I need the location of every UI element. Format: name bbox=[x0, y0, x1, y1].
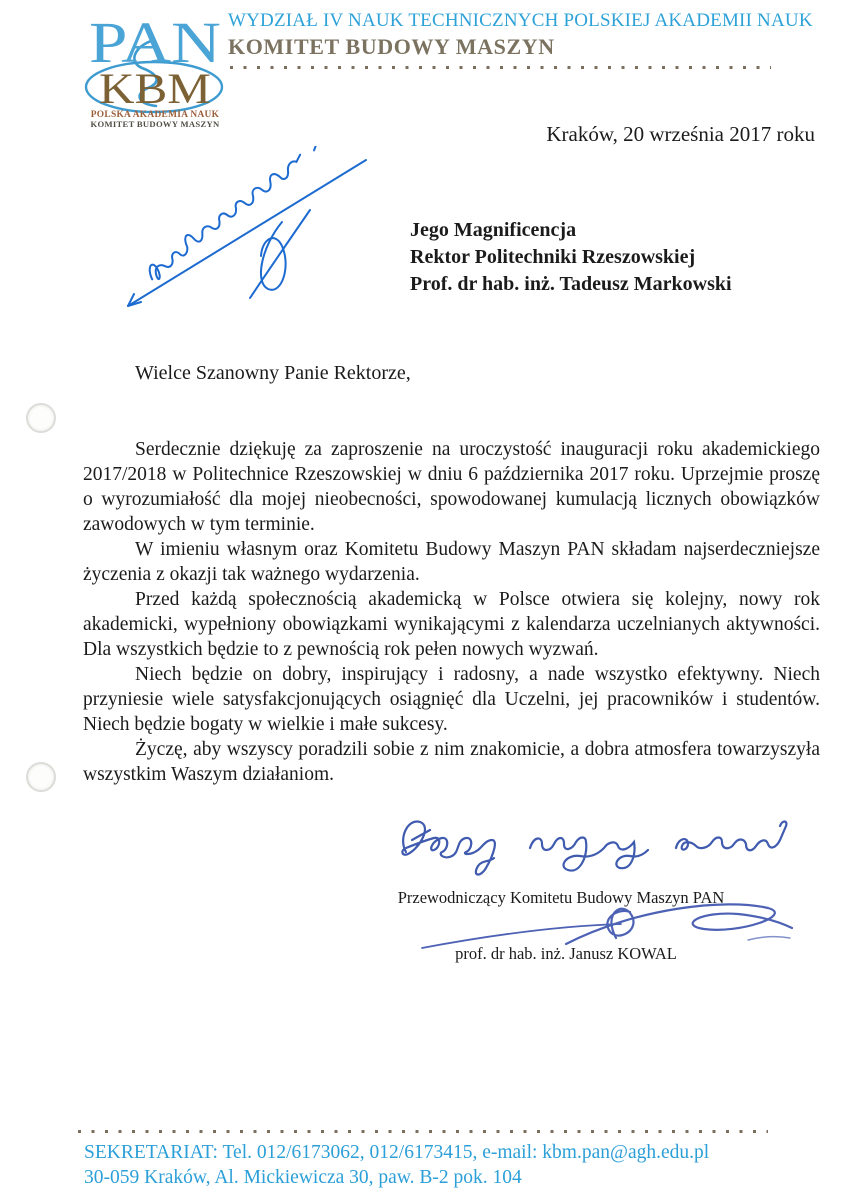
body-paragraph: Życzę, aby wszyscy poradzili sobie z nim znakomicie, a dobra atmosfera towarzyszyła wszystkim Waszym działaniom. bbox=[83, 739, 820, 785]
logo-acronym-pan: PAN bbox=[89, 10, 221, 75]
logo-org-line1: POLSKA AKADEMIA NAUK bbox=[90, 110, 220, 120]
recipient-block bbox=[410, 217, 732, 298]
punch-hole bbox=[26, 403, 56, 433]
handwritten-annotation bbox=[110, 146, 382, 326]
footer-contact bbox=[84, 1140, 709, 1190]
footer-dotted-rule bbox=[78, 1130, 768, 1133]
annotation-paraph bbox=[261, 222, 286, 290]
pan-kbm-logo bbox=[84, 6, 226, 130]
salutation: Wielce Szanowny Panie Rektorze, bbox=[135, 362, 411, 384]
date-line: Kraków, 20 września 2017 roku bbox=[546, 122, 815, 146]
annotation-script bbox=[138, 146, 344, 282]
annotation-arrow-line bbox=[128, 160, 366, 306]
footer-secretariat-line: SEKRETARIAT: Tel. 012/6173062, 012/6173415, e-mail: kbm.pan@agh.edu.pl bbox=[84, 1142, 710, 1163]
header-dotted-rule bbox=[230, 66, 771, 69]
signer-title: Przewodniczący Komitetu Budowy Maszyn PAN bbox=[397, 888, 725, 907]
handwritten-closing bbox=[390, 810, 794, 888]
body-paragraph: Niech będzie on dobry, inspirujący i radosny, a nade wszystko efektywny. Niech przyniesie wiele satysfakcjonujących osiągnięć dla Uczelni, jej pracowników i studentów. Niech będzie bogaty w wielkie i małe sukcesy. bbox=[83, 664, 820, 735]
recipient-line: Prof. dr hab. inż. Tadeusz Markowski bbox=[410, 273, 732, 295]
body-paragraph: Serdecznie dziękuję za zaproszenie na uroczystość inauguracji roku akademickiego 2017/2018 w Politechnice Rzeszowskiej w dniu 6 października 2017 roku. Uprzejmie proszę o wyrozumiałość dla mojej nieobecności, spowodowanej kumulacją licznych obowiązków zawodowych w tym terminie. bbox=[83, 439, 820, 535]
recipient-line: Jego Magnificencja bbox=[410, 219, 577, 241]
letterhead bbox=[228, 10, 813, 60]
logo-acronym-kbm: KBM bbox=[99, 66, 211, 113]
footer-address-line: 30-059 Kraków, Al. Mickiewicza 30, paw. B-2 pok. 104 bbox=[84, 1167, 522, 1188]
letterhead-department: WYDZIAŁ IV NAUK TECHNICZNYCH POLSKIEJ AKADEMII NAUK bbox=[228, 10, 813, 31]
letter-body bbox=[83, 437, 820, 787]
body-paragraph: Przed każdą społecznością akademicką w Polsce otwiera się kolejny, nowy rok akademicki, wypełniony obowiązkami wynikającymi z kalendarza uczelnianych aktywności. Dla wszystkich będzie to z pewnością rok pełen nowych wyzwań. bbox=[83, 589, 820, 660]
punch-hole bbox=[26, 762, 56, 792]
letterhead-committee: KOMITET BUDOWY MASZYN bbox=[228, 34, 555, 59]
body-paragraph: W imieniu własnym oraz Komitetu Budowy Maszyn PAN składam najserdeczniejsze życzenia z okazji tak ważnego wydarzenia. bbox=[83, 539, 820, 585]
logo-org-line2: KOMITET BUDOWY MASZYN bbox=[90, 119, 220, 129]
signer-name: prof. dr hab. inż. Janusz KOWAL bbox=[455, 944, 677, 963]
recipient-line: Rektor Politechniki Rzeszowskiej bbox=[410, 246, 696, 268]
